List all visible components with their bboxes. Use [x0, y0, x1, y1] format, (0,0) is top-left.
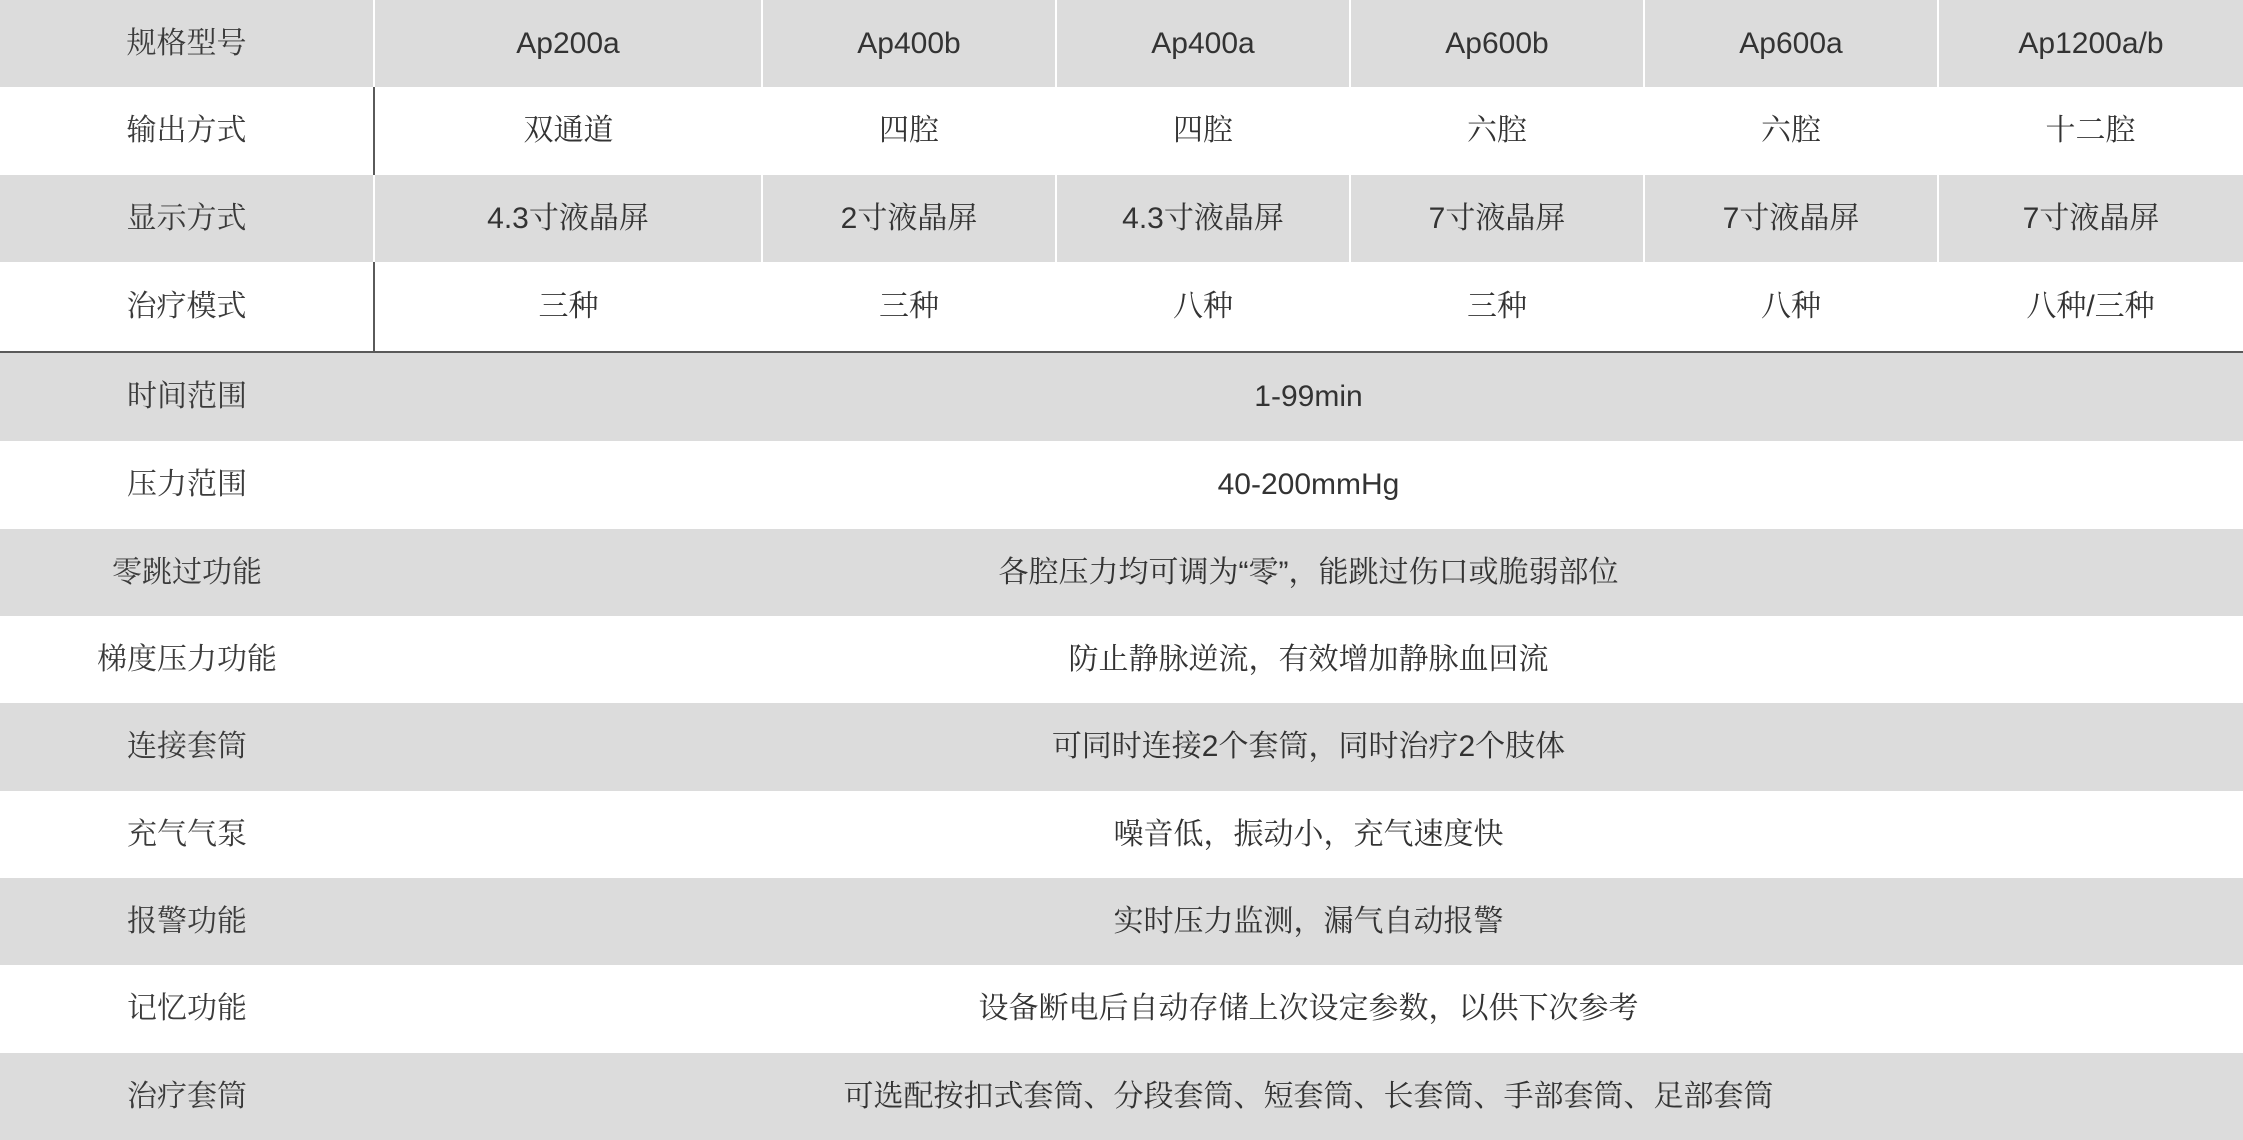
cell: 7寸液晶屏 — [1938, 175, 2243, 262]
model-header-3: Ap600b — [1350, 0, 1644, 87]
cell: 四腔 — [1056, 87, 1350, 174]
model-header-1: Ap400b — [762, 0, 1056, 87]
row-label: 记忆功能 — [0, 965, 374, 1052]
cell: 设备断电后自动存储上次设定参数，以供下次参考 — [374, 965, 2243, 1052]
cell: 可选配按扣式套筒、分段套筒、短套筒、长套筒、手部套筒、足部套筒 — [374, 1053, 2243, 1140]
row-label: 显示方式 — [0, 175, 374, 262]
cell: 八种 — [1056, 262, 1350, 352]
row-label: 治疗套筒 — [0, 1053, 374, 1140]
model-header-0: Ap200a — [374, 0, 762, 87]
cell: 三种 — [1350, 262, 1644, 352]
row-label: 零跳过功能 — [0, 529, 374, 616]
cell: 三种 — [762, 262, 1056, 352]
cell: 可同时连接2个套筒，同时治疗2个肢体 — [374, 703, 2243, 790]
cell: 四腔 — [762, 87, 1056, 174]
table-row — [0, 878, 2243, 965]
cell: 各腔压力均可调为“零”，能跳过伤口或脆弱部位 — [374, 529, 2243, 616]
cell: 4.3寸液晶屏 — [1056, 175, 1350, 262]
row-label: 规格型号 — [0, 0, 374, 87]
cell: 40-200mmHg — [374, 441, 2243, 528]
table-row — [0, 616, 2243, 703]
table-row — [0, 529, 2243, 616]
model-header-2: Ap400a — [1056, 0, 1350, 87]
cell: 八种/三种 — [1938, 262, 2243, 352]
cell: 双通道 — [374, 87, 762, 174]
row-label: 输出方式 — [0, 87, 374, 174]
table-row — [0, 352, 2243, 442]
table-row — [0, 175, 2243, 262]
cell: 4.3寸液晶屏 — [374, 175, 762, 262]
table-row — [0, 87, 2243, 174]
table-row — [0, 703, 2243, 790]
table-row-header — [0, 0, 2243, 87]
table-row — [0, 791, 2243, 878]
cell: 十二腔 — [1938, 87, 2243, 174]
model-header-4: Ap600a — [1644, 0, 1938, 87]
cell: 三种 — [374, 262, 762, 352]
row-label: 充气气泵 — [0, 791, 374, 878]
model-header-5: Ap1200a/b — [1938, 0, 2243, 87]
table-row — [0, 1053, 2243, 1140]
table-row — [0, 441, 2243, 528]
cell: 八种 — [1644, 262, 1938, 352]
table-row — [0, 965, 2243, 1052]
cell: 实时压力监测，漏气自动报警 — [374, 878, 2243, 965]
cell: 防止静脉逆流，有效增加静脉血回流 — [374, 616, 2243, 703]
cell: 7寸液晶屏 — [1644, 175, 1938, 262]
cell: 六腔 — [1350, 87, 1644, 174]
cell: 1-99min — [374, 352, 2243, 442]
cell: 六腔 — [1644, 87, 1938, 174]
row-label: 连接套筒 — [0, 703, 374, 790]
row-label: 压力范围 — [0, 441, 374, 528]
row-label: 治疗模式 — [0, 262, 374, 352]
cell: 2寸液晶屏 — [762, 175, 1056, 262]
table-row — [0, 262, 2243, 352]
cell: 噪音低，振动小，充气速度快 — [374, 791, 2243, 878]
cell: 7寸液晶屏 — [1350, 175, 1644, 262]
row-label: 报警功能 — [0, 878, 374, 965]
row-label: 时间范围 — [0, 352, 374, 442]
row-label: 梯度压力功能 — [0, 616, 374, 703]
